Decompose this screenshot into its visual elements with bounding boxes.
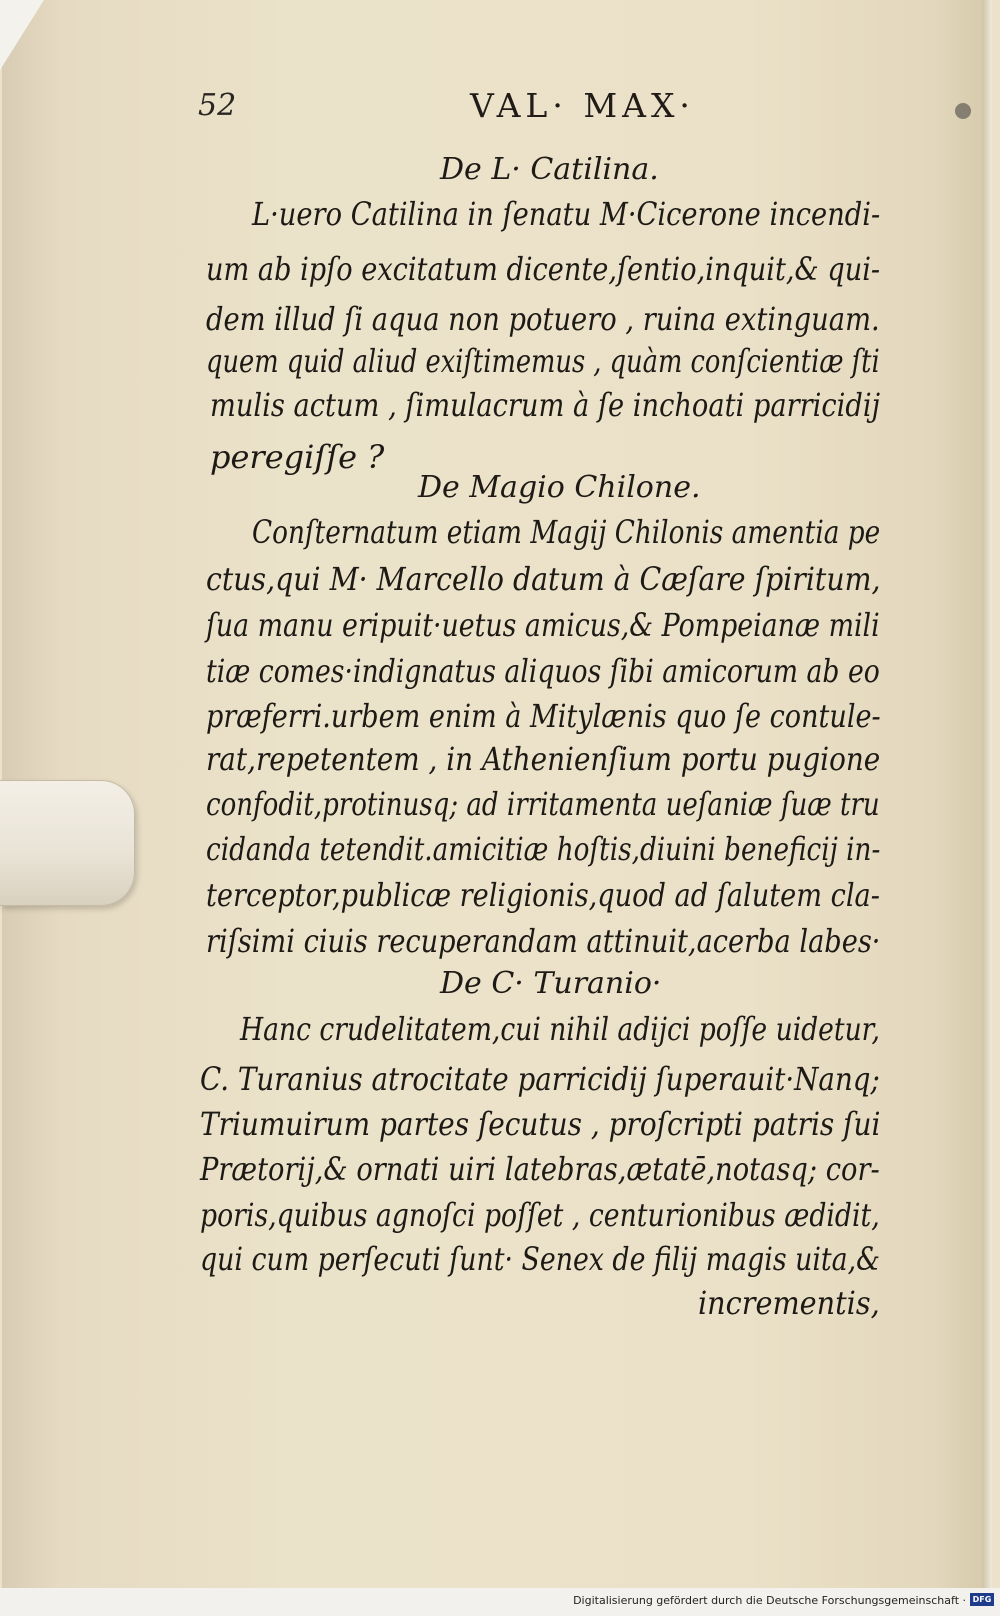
text-line: dem illud ſi aqua non potuero , ruina extinguam. (206, 300, 880, 338)
page-number: 52 (198, 88, 237, 123)
text-line: rat,repetentem , in Athenienſium portu pugione (206, 740, 881, 778)
text-line: ctus,qui M· Marcello datum à Cæſare ſpiritum, (206, 560, 881, 598)
text-line: cidanda tetendit.amicitiæ hoſtis,diuini beneficij in- (206, 830, 881, 868)
text-line: qui cum perſecuti ſunt· Senex de filij magis uita,& (200, 1240, 880, 1278)
text-line: Prætorij,& ornati uiri latebras,ætatē,notasq; cor- (200, 1150, 880, 1188)
text-line: peregiſſe ? (210, 438, 385, 476)
footer-bar (0, 1588, 1000, 1616)
text-line: um ab ipſo excitatum dicente,ſentio,inquit,& qui- (206, 250, 881, 288)
catchword: incrementis, (698, 1284, 880, 1322)
digitization-credit: Digitalisierung gefördert durch die Deutsche Forschungsgemeinschaft · (573, 1594, 966, 1607)
text-line: Triumuirum partes ſecutus , proſcripti patris ſui (200, 1105, 881, 1143)
text-line: Conſternatum etiam Magij Chilonis amentia pe (252, 513, 881, 551)
text-line: Hanc crudelitatem,cui nihil adijci poſſe uidetur, (240, 1010, 880, 1048)
section-heading: De C· Turanio· (440, 966, 662, 1001)
section-heading: De Magio Chilone. (418, 470, 701, 505)
text-line: riſsimi ciuis recuperandam attinuit,acerba labes· (206, 922, 881, 960)
text-line: C. Turanius atrocitate parricidij ſuperauit·Nanq; (200, 1060, 880, 1098)
text-line: quem quid aliud exiſtimemus , quàm conſcientiæ ſti (206, 342, 880, 380)
text-line: poris,quibus agnoſci poſſet , centurionibus ædidit, (200, 1196, 880, 1234)
running-head: VAL· MAX· (470, 86, 695, 125)
text-line: L·uero Catilina in ſenatu M·Cicerone incendi- (252, 195, 881, 233)
text-line: tiæ comes·indignatus aliquos ſibi amicorum ab eo (206, 652, 880, 690)
text-line: mulis actum , ſimulacrum à ſe inchoati parricidij (210, 386, 881, 424)
text-line: præferri.urbem enim à Mitylænis quo ſe contule- (206, 697, 881, 735)
text-line: ſua manu eripuit·uetus amicus,& Pompeianæ mili (206, 606, 880, 644)
dfg-logo: DFG (970, 1593, 994, 1606)
text-line: terceptor,publicæ religionis,quod ad ſalutem cla- (206, 876, 880, 914)
text-line: confodit,protinusq; ad irritamenta ueſaniæ ſuæ tru (206, 785, 880, 823)
section-heading: De L· Catilina. (440, 152, 659, 187)
